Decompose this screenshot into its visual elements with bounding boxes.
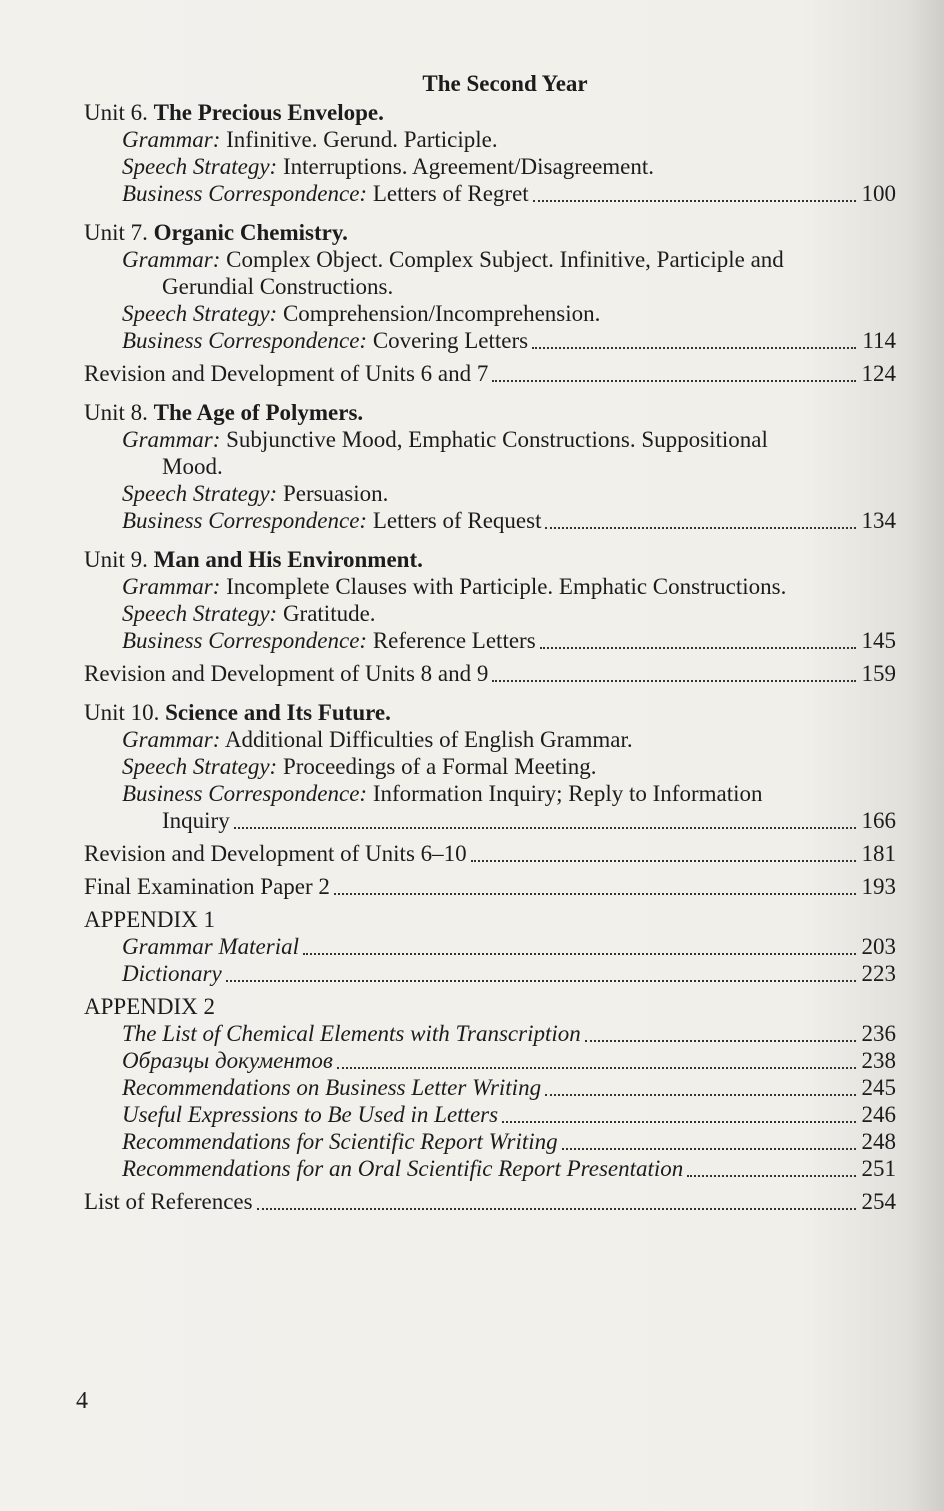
revision-text: Revision and Development of Units 8 and 9 [84, 661, 489, 686]
leader-dots [545, 526, 856, 529]
leader-dots [533, 199, 856, 202]
page-number: 4 [76, 1388, 88, 1414]
grammar-text: Complex Object. Complex Subject. Infinitive, Participle and [220, 247, 784, 272]
toc-entry [84, 180, 896, 207]
toc-unit-8 [84, 399, 896, 534]
toc-appendix-item [84, 1128, 896, 1155]
leader-dots [492, 679, 856, 682]
page-ref: 124 [861, 361, 896, 386]
leader-dots [234, 826, 856, 829]
page-ref: 100 [861, 181, 896, 206]
toc-appendix-item [84, 1047, 896, 1074]
business-label: Business Correspondence: [122, 628, 368, 653]
leader-dots [562, 1147, 856, 1150]
revision-text: Revision and Development of Units 6–10 [84, 841, 467, 866]
unit-prefix: Unit 7. [84, 220, 154, 245]
page-ref: 193 [861, 874, 896, 899]
table-of-contents [84, 70, 896, 1215]
page-ref: 238 [861, 1048, 896, 1073]
page-ref: 246 [861, 1102, 896, 1127]
appendix-item-text: The List of Chemical Elements with Transcription [122, 1021, 581, 1046]
toc-appendix-item [84, 1020, 896, 1047]
grammar-label: Grammar: [122, 727, 221, 752]
grammar-label: Grammar: [122, 427, 221, 452]
toc-revision-8-9 [84, 660, 896, 687]
toc-appendix-item [84, 933, 896, 960]
speech-label: Speech Strategy: [122, 754, 278, 779]
leader-dots [303, 952, 856, 955]
business-text: Letters of Request [367, 508, 542, 533]
speech-label: Speech Strategy: [122, 601, 278, 626]
page-ref: 254 [861, 1189, 896, 1214]
business-label: Business Correspondence: [122, 781, 368, 806]
leader-dots [545, 1093, 856, 1096]
grammar-text: Subjunctive Mood, Emphatic Constructions. Suppositional [220, 427, 768, 452]
unit-prefix: Unit 10. [84, 700, 166, 725]
page-ref: 203 [861, 934, 896, 959]
appendix-item-text: Dictionary [122, 961, 222, 986]
page-ref: 245 [861, 1075, 896, 1100]
toc-revision-6-7 [84, 360, 896, 387]
toc-unit-10 [84, 699, 896, 834]
unit-title: The Precious Envelope. [153, 100, 384, 125]
leader-dots [687, 1174, 856, 1177]
toc-appendix-item [84, 1155, 896, 1182]
leader-dots [471, 859, 856, 862]
grammar-label: Grammar: [122, 247, 221, 272]
page-ref: 251 [861, 1156, 896, 1181]
speech-label: Speech Strategy: [122, 301, 278, 326]
page-ref: 236 [861, 1021, 896, 1046]
speech-text: Persuasion. [277, 481, 389, 506]
references-text: List of References [84, 1189, 253, 1214]
appendix-item-text: Grammar Material [122, 934, 299, 959]
appendix-2-title: APPENDIX 2 [84, 994, 215, 1019]
unit-title: Science and Its Future. [165, 700, 391, 725]
toc-unit-6 [84, 99, 896, 207]
leader-dots [540, 646, 856, 649]
speech-text: Interruptions. Agreement/Disagreement. [277, 154, 655, 179]
page-ref: 145 [861, 628, 896, 653]
leader-dots [257, 1207, 856, 1210]
page-ref: 181 [861, 841, 896, 866]
toc-entry [84, 507, 896, 534]
toc-revision-6-10 [84, 840, 896, 867]
page-ref: 223 [861, 961, 896, 986]
appendix-item-text: Recommendations for Scientific Report Writing [122, 1129, 558, 1154]
grammar-text: Infinitive. Gerund. Participle. [220, 127, 498, 152]
page-ref: 166 [861, 808, 896, 833]
appendix-item-text: Recommendations for an Oral Scientific Report Presentation [122, 1156, 684, 1181]
business-continuation: Inquiry [162, 808, 230, 833]
toc-final-exam [84, 873, 896, 900]
grammar-continuation: Gerundial Constructions. [162, 274, 394, 299]
toc-entry [84, 627, 896, 654]
speech-text: Gratitude. [277, 601, 376, 626]
revision-text: Revision and Development of Units 6 and 7 [84, 361, 489, 386]
business-text: Letters of Regret [367, 181, 529, 206]
unit-prefix: Unit 9. [84, 547, 154, 572]
page-ref: 114 [862, 328, 896, 353]
unit-prefix: Unit 8. [84, 400, 154, 425]
appendix-item-text: Образцы документов [122, 1048, 333, 1073]
section-heading: The Second Year [422, 71, 588, 96]
page-ref: 248 [861, 1129, 896, 1154]
toc-entry [84, 327, 896, 354]
grammar-text: Additional Difficulties of English Grammar. [220, 727, 633, 752]
speech-label: Speech Strategy: [122, 481, 278, 506]
toc-appendix-item [84, 960, 896, 987]
speech-label: Speech Strategy: [122, 154, 278, 179]
leader-dots [492, 379, 856, 382]
grammar-text: Incomplete Clauses with Participle. Emphatic Constructions. [220, 574, 787, 599]
grammar-label: Grammar: [122, 574, 221, 599]
grammar-continuation: Mood. [162, 454, 223, 479]
toc-references [84, 1188, 896, 1215]
appendix-item-text: Recommendations on Business Letter Writing [122, 1075, 542, 1100]
page-ref: 159 [861, 661, 896, 686]
toc-appendix-item [84, 1101, 896, 1128]
toc-appendix-item [84, 1074, 896, 1101]
leader-dots [502, 1120, 856, 1123]
business-text: Information Inquiry; Reply to Information [367, 781, 763, 806]
business-label: Business Correspondence: [122, 328, 368, 353]
unit-prefix: Unit 6. [84, 100, 154, 125]
appendix-item-text: Useful Expressions to Be Used in Letters [122, 1102, 499, 1127]
speech-text: Proceedings of a Formal Meeting. [277, 754, 597, 779]
grammar-label: Grammar: [122, 127, 221, 152]
speech-text: Comprehension/Incomprehension. [277, 301, 601, 326]
leader-dots [532, 346, 856, 349]
toc-unit-9 [84, 546, 896, 654]
leader-dots [337, 1066, 856, 1069]
business-text: Covering Letters [367, 328, 529, 353]
unit-title: Man and His Environment. [153, 547, 423, 572]
unit-title: Organic Chemistry. [153, 220, 348, 245]
business-text: Reference Letters [367, 628, 536, 653]
final-exam-text: Final Examination Paper 2 [84, 874, 330, 899]
leader-dots [226, 979, 856, 982]
business-label: Business Correspondence: [122, 181, 368, 206]
leader-dots [585, 1039, 856, 1042]
appendix-1-title: APPENDIX 1 [84, 907, 215, 932]
business-label: Business Correspondence: [122, 508, 368, 533]
page-ref: 134 [861, 508, 896, 533]
toc-entry [84, 807, 896, 834]
leader-dots [334, 892, 856, 895]
toc-unit-7 [84, 219, 896, 354]
unit-title: The Age of Polymers. [153, 400, 364, 425]
